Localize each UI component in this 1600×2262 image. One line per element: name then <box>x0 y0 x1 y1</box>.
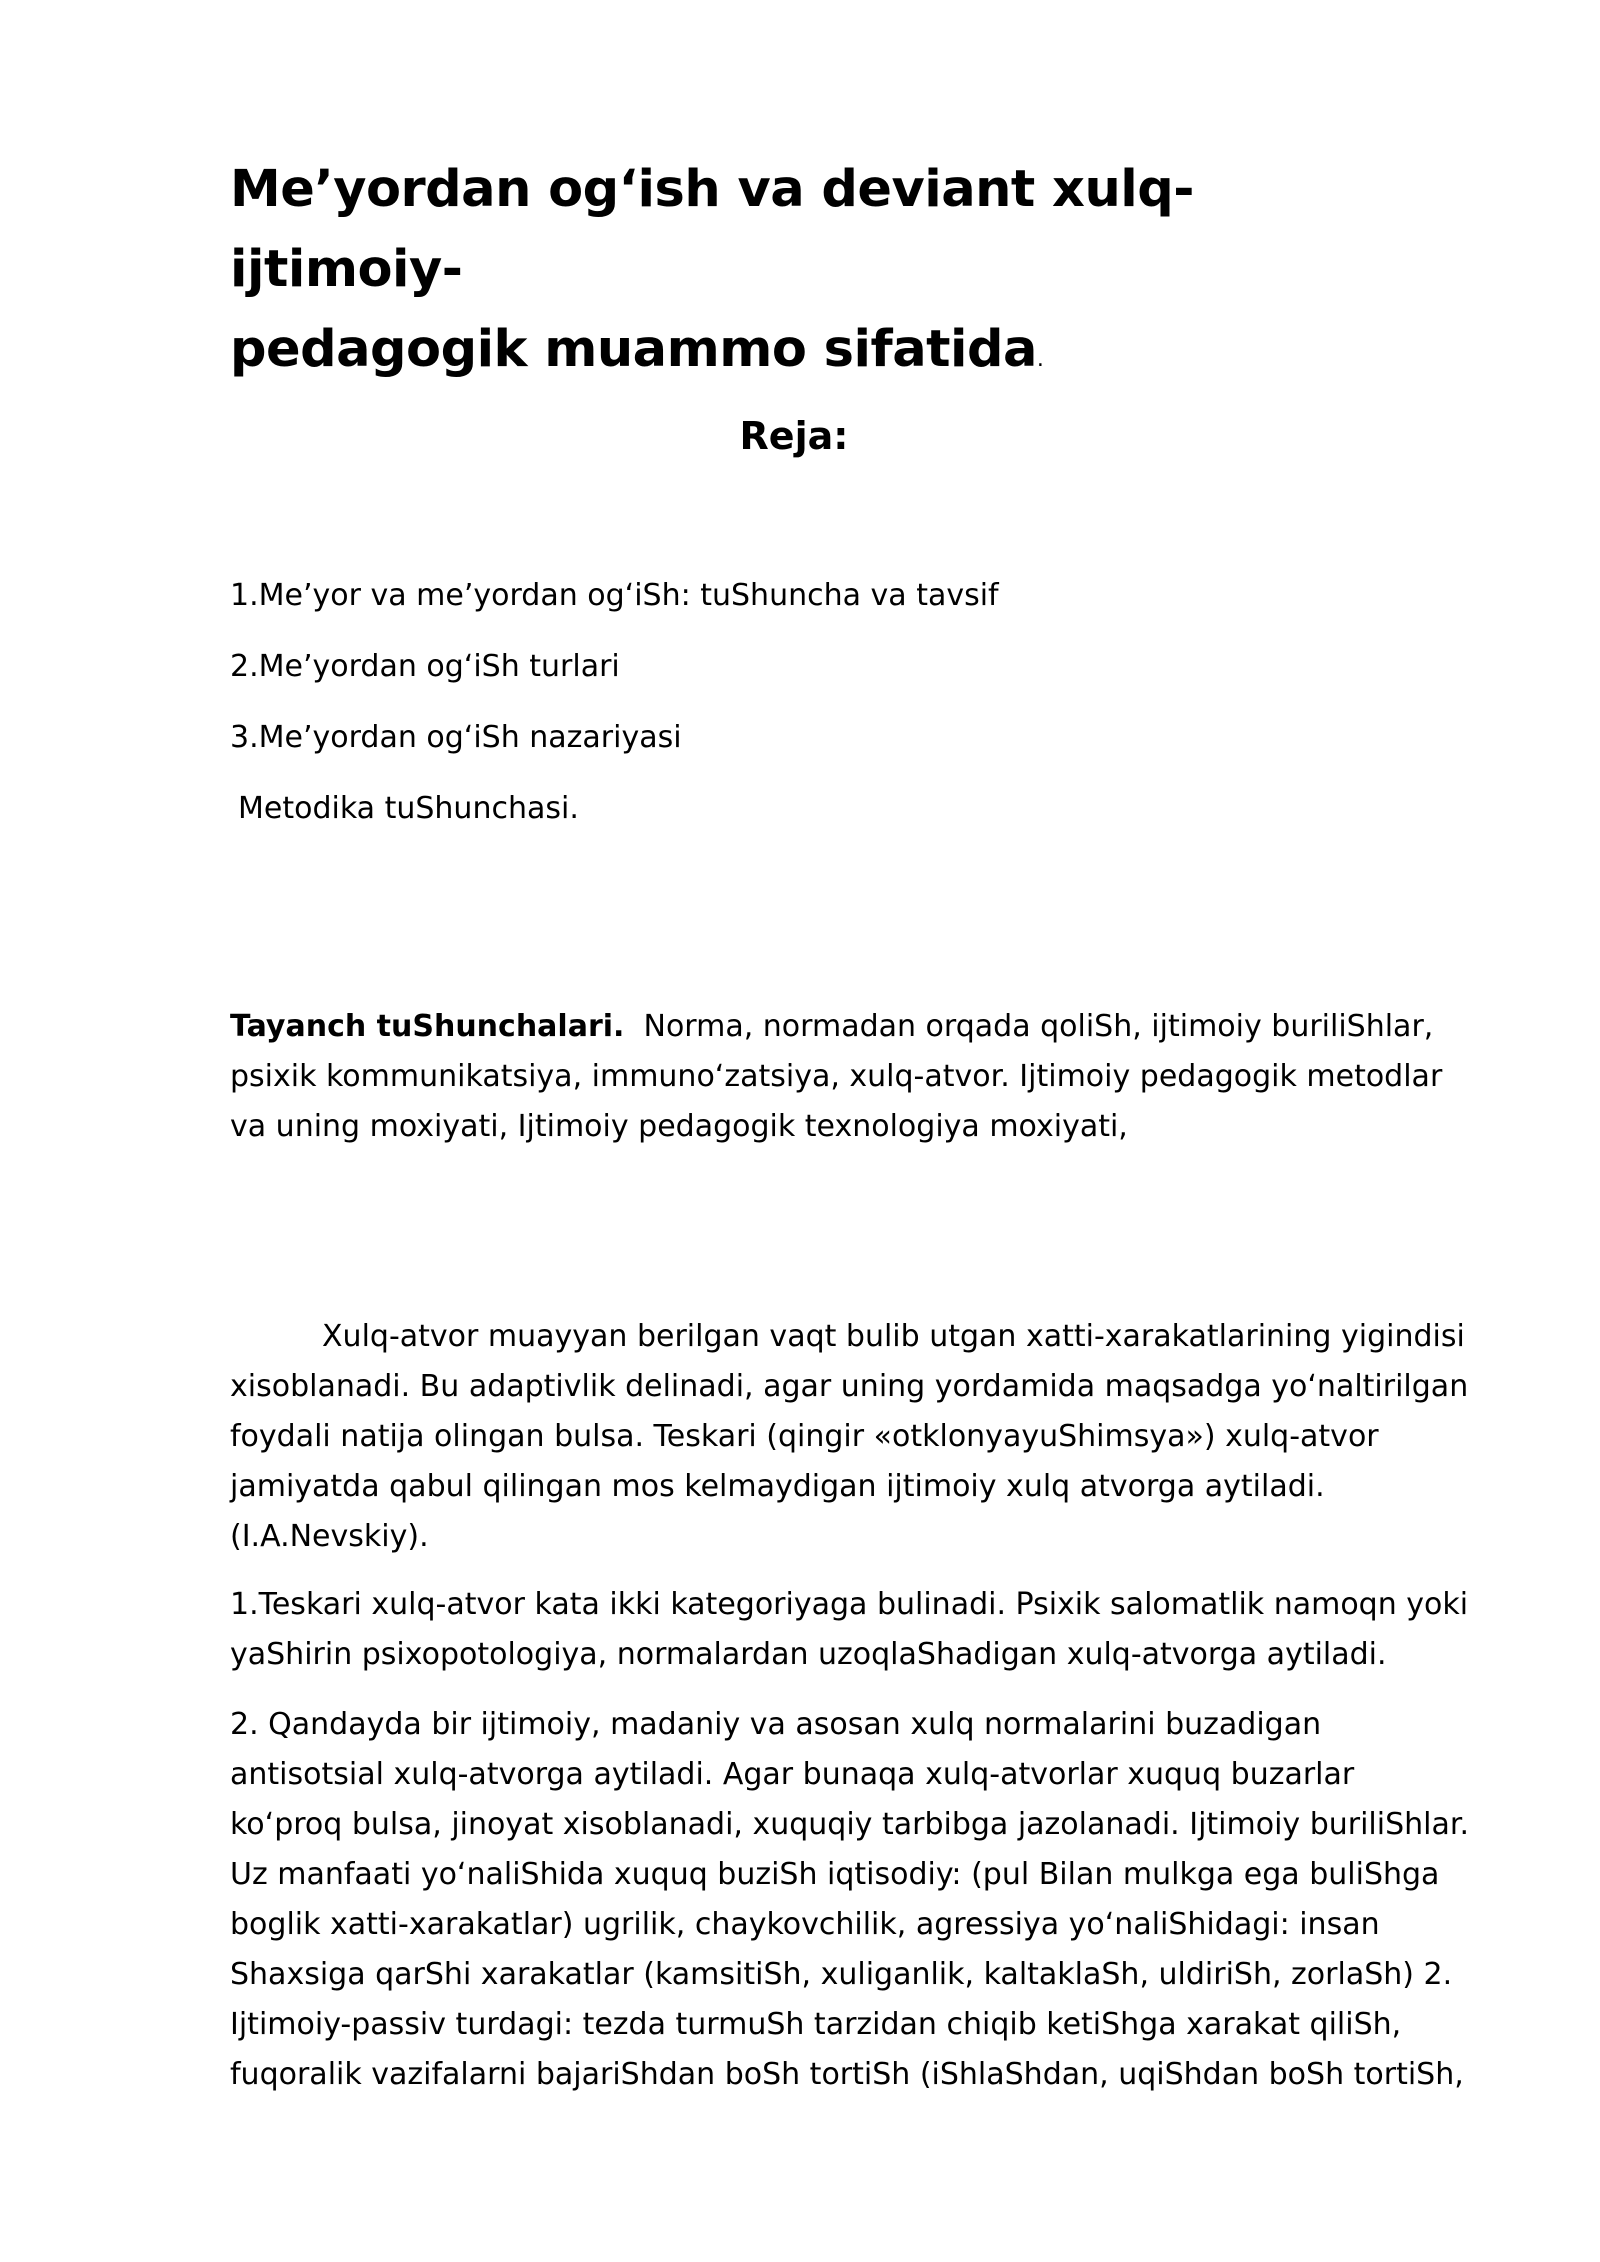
paragraph-line: foydali natija olingan bulsa. Teskari (qingir «otklonyayuShimsya») xulq-atvor <box>230 1419 1379 1454</box>
plan-item: 1.Me’yor va me’yordan og‘iSh: tuShuncha va tavsif <box>230 578 999 613</box>
title-dot: . <box>1036 347 1044 372</box>
key-terms-text: Norma, normadan orqada qoliSh, ijtimoiy buriliShlar, <box>643 1009 1434 1044</box>
body-paragraph-1 <box>230 1312 1540 1562</box>
paragraph-line: fuqoralik vazifalarni bajariShdan boSh tortiSh (iShlaShdan, uqiShdan boSh tortiSh, <box>230 2057 1464 2092</box>
plan-item: Metodika tuShunchasi. <box>238 791 579 826</box>
body-paragraph-2 <box>230 1580 1540 1680</box>
plan-item: 2.Me’yordan og‘iSh turlari <box>230 649 620 684</box>
paragraph-line: 2. Qandayda bir ijtimoiy, madaniy va asosan xulq normalarini buzadigan <box>230 1707 1322 1742</box>
plan-list <box>230 572 999 856</box>
paragraph-line: antisotsial xulq-atvorga aytiladi. Agar bunaqa xulq-atvorlar xuquq buzarlar <box>230 1757 1355 1792</box>
key-terms-line <box>230 1002 1540 1052</box>
paragraph-line: Xulq-atvor muayyan berilgan vaqt bulib utgan xatti-xarakatlarining yigindisi <box>322 1319 1465 1354</box>
body-paragraph-3 <box>230 1700 1540 2100</box>
paragraph-line: ko‘proq bulsa, jinoyat xisoblanadi, xuquqiy tarbibga jazolanadi. Ijtimoiy buriliShlar. <box>230 1807 1469 1842</box>
paragraph-line: yaShirin psixopotologiya, normalardan uzoqlaShadigan xulq-atvorga aytiladi. <box>230 1637 1387 1672</box>
paragraph-line: (I.A.Nevskiy). <box>230 1519 429 1554</box>
paragraph-line: Ijtimoiy-passiv turdagi: tezda turmuSh tarzidan chiqib ketiShga xarakat qiliSh, <box>230 2007 1402 2042</box>
document-title <box>230 150 1380 400</box>
key-terms-line: psixik kommunikatsiya, immuno‘zatsiya, xulq-atvor. Ijtimoiy pedagogik metodlar <box>230 1059 1443 1094</box>
paragraph-line: boglik xatti-xarakatlar) ugrilik, chaykovchilik, agressiya yo‘naliShidagi: insan <box>230 1907 1380 1942</box>
key-terms-line: va uning moxiyati, Ijtimoiy pedagogik texnologiya moxiyati, <box>230 1109 1128 1144</box>
paragraph-line: xisoblanadi. Bu adaptivlik delinadi, agar uning yordamida maqsadga yo‘naltirilgan <box>230 1369 1469 1404</box>
key-terms-label: Tayanch tuShunchalari. <box>230 1009 625 1044</box>
paragraph-line: Shaxsiga qarShi xarakatlar (kamsitiSh, xuliganlik, kaltaklaSh, uldiriSh, zorlaSh) 2. <box>230 1957 1453 1992</box>
paragraph-line: 1.Teskari xulq-atvor kata ikki kategoriyaga bulinadi. Psixik salomatlik namoqn yoki <box>230 1587 1469 1622</box>
title-line-2: pedagogik muammo sifatida <box>230 320 1037 379</box>
paragraph-line: jamiyatda qabul qilingan mos kelmaydigan ijtimoiy xulq atvorga aytiladi. <box>230 1469 1325 1504</box>
key-terms-paragraph <box>230 1002 1540 1152</box>
plan-item: 3.Me’yordan og‘iSh nazariyasi <box>230 720 682 755</box>
plan-heading: Reja: <box>739 414 849 458</box>
paragraph-line: Uz manfaati yo‘naliShida xuquq buziSh iqtisodiy: (pul Bilan mulkga ega buliShga <box>230 1857 1440 1892</box>
title-line-1: Me’yordan og‘ish va deviant xulq-ijtimoiy- <box>230 160 1194 299</box>
